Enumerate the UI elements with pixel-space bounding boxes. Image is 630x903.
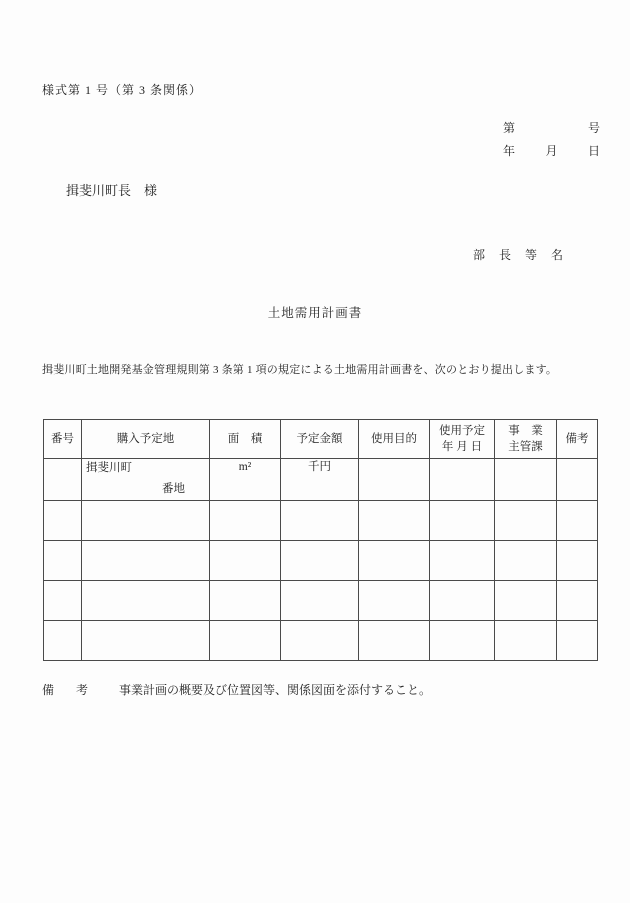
form-number: 様式第 1 号（第 3 条関係） [42, 83, 203, 97]
body-paragraph: 揖斐川町土地開発基金管理規則第 3 条第 1 項の規定による土地需用計画書を、次のとおり提出します。 [42, 364, 558, 376]
empty-cell [82, 581, 210, 621]
empty-cell [557, 581, 598, 621]
empty-cell [44, 541, 82, 581]
empty-cell [557, 541, 598, 581]
date-month-label: 月 [545, 144, 558, 158]
cell-r1-location-town: 揖斐川町 [86, 462, 132, 474]
date-day-label: 日 [587, 144, 600, 158]
empty-cell [82, 541, 210, 581]
empty-cell [281, 541, 359, 581]
table-header-row [44, 420, 598, 459]
empty-cell [557, 621, 598, 661]
col-header-remarks: 備考 [557, 420, 598, 459]
date-year-label: 年 [503, 144, 516, 158]
empty-cell [430, 621, 495, 661]
col-header-division-line1: 事 業 [508, 425, 543, 437]
empty-cell [430, 501, 495, 541]
remarks-note [42, 681, 431, 698]
empty-cell [210, 501, 281, 541]
cell-r1-purpose [359, 459, 430, 501]
cell-r1-amount-unit: 千円 [281, 459, 359, 501]
empty-cell [82, 501, 210, 541]
empty-cell [557, 501, 598, 541]
cell-r1-location-banchi: 番地 [162, 483, 185, 495]
empty-cell [359, 541, 430, 581]
table-row-5 [44, 621, 598, 661]
empty-cell [44, 621, 82, 661]
col-header-use-date-line1: 使用予定 [439, 425, 485, 437]
empty-cell [210, 541, 281, 581]
empty-cell [495, 621, 557, 661]
date-line [503, 142, 600, 159]
cell-r1-use-date [430, 459, 495, 501]
empty-cell [359, 501, 430, 541]
empty-cell [281, 501, 359, 541]
col-header-use-date-line2: 年 月 日 [441, 441, 483, 453]
addressee: 揖斐川町長 様 [66, 183, 158, 198]
empty-cell [495, 541, 557, 581]
empty-cell [82, 621, 210, 661]
table-row-1 [44, 459, 598, 501]
empty-cell [281, 621, 359, 661]
col-header-use-date [430, 420, 495, 459]
empty-cell [281, 581, 359, 621]
cell-r1-area-unit: m² [210, 459, 281, 501]
doc-number-prefix: 第 [503, 121, 516, 135]
empty-cell [495, 581, 557, 621]
col-header-area: 面 積 [210, 420, 281, 459]
cell-r1-remarks [557, 459, 598, 501]
doc-number-suffix: 号 [587, 121, 600, 135]
table-row-3 [44, 541, 598, 581]
col-header-amount: 予定金額 [281, 420, 359, 459]
empty-cell [430, 581, 495, 621]
sender-name: 部 長 等 名 [473, 248, 565, 262]
cell-r1-division [495, 459, 557, 501]
document-title: 土地需用計画書 [267, 306, 363, 320]
col-header-location: 購入予定地 [82, 420, 210, 459]
empty-cell [44, 581, 82, 621]
remarks-note-text: 事業計画の概要及び位置図等、関係図面を添付すること。 [119, 683, 432, 697]
table-row-2 [44, 501, 598, 541]
land-plan-table [43, 419, 598, 661]
empty-cell [44, 501, 82, 541]
col-header-no: 番号 [44, 420, 82, 459]
doc-number-line [503, 119, 600, 136]
empty-cell [210, 581, 281, 621]
empty-cell [430, 541, 495, 581]
col-header-purpose: 使用目的 [359, 420, 430, 459]
col-header-division [495, 420, 557, 459]
cell-r1-no [44, 459, 82, 501]
col-header-division-line2: 主管課 [508, 441, 543, 453]
empty-cell [359, 621, 430, 661]
empty-cell [359, 581, 430, 621]
empty-cell [495, 501, 557, 541]
remarks-note-label: 備 考 [42, 683, 94, 697]
table-row-4 [44, 581, 598, 621]
cell-r1-location [82, 459, 210, 501]
empty-cell [210, 621, 281, 661]
